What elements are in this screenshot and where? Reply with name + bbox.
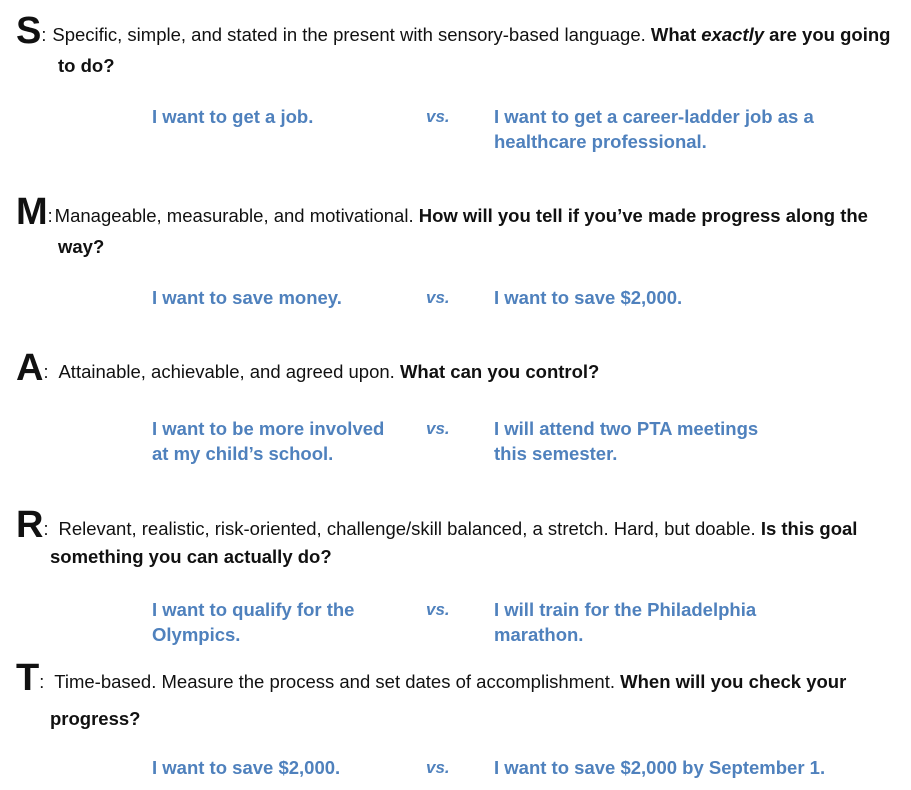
section-heading — [16, 193, 868, 231]
section-description: Time-based. Measure the process and set dates of accomplishment. — [54, 671, 621, 692]
colon: : — [39, 672, 45, 692]
question-part: are you going — [764, 24, 891, 45]
section-description: Manageable, measurable, and motivational. — [54, 205, 419, 226]
section-heading — [16, 12, 890, 50]
example-after: I want to get a career-ladder job as a healthcare professional. — [494, 106, 814, 152]
colon: : — [43, 519, 49, 539]
question-part: What — [650, 24, 702, 45]
section-heading — [16, 659, 846, 697]
smart-letter: T — [16, 657, 40, 699]
section-question: What can you control? — [399, 361, 600, 382]
colon: : — [41, 25, 47, 45]
section-question: When will you check your — [620, 671, 847, 692]
section-question-continued: progress? — [50, 708, 141, 729]
colon: : — [43, 362, 49, 382]
colon: : — [47, 206, 53, 226]
example-after: I will attend two PTA meetings this semester. — [494, 418, 759, 464]
section-question: How will you tell if you’ve made progress along the — [418, 205, 868, 226]
section-heading — [16, 506, 857, 544]
vs-label: vs. — [426, 107, 450, 126]
example-before: I want to get a job. — [152, 106, 314, 127]
section-question-continued: something you can actually do? — [50, 546, 332, 567]
section-question-continued: way? — [58, 236, 105, 257]
example-after: I want to save $2,000. — [494, 287, 683, 308]
example-before: I want to qualify for the Olympics. — [152, 599, 355, 645]
section-heading — [16, 349, 599, 387]
vs-label: vs. — [426, 600, 450, 619]
example-after: I want to save $2,000 by September 1. — [494, 757, 826, 778]
example-after: I will train for the Philadelphia marathon. — [494, 599, 757, 645]
section-question — [651, 24, 891, 45]
section-description: Attainable, achievable, and agreed upon. — [58, 361, 400, 382]
section-description: Relevant, realistic, risk-oriented, challenge/skill balanced, a stretch. Hard, but doable. — [58, 518, 761, 539]
smart-letter: A — [16, 347, 44, 389]
example-before: I want to save money. — [152, 287, 342, 308]
example-before: I want to save $2,000. — [152, 757, 341, 778]
vs-label: vs. — [426, 758, 450, 777]
smart-letter: M — [16, 191, 48, 233]
example-before: I want to be more involved at my child’s school. — [152, 418, 385, 464]
vs-label: vs. — [426, 288, 450, 307]
section-question-continued: to do? — [58, 55, 115, 76]
smart-letter: R — [16, 504, 44, 546]
vs-label: vs. — [426, 419, 450, 438]
section-question: Is this goal — [760, 518, 858, 539]
section-description: Specific, simple, and stated in the present with sensory-based language. — [52, 24, 651, 45]
smart-letter: S — [16, 10, 42, 52]
question-emphasis: exactly — [701, 24, 764, 45]
